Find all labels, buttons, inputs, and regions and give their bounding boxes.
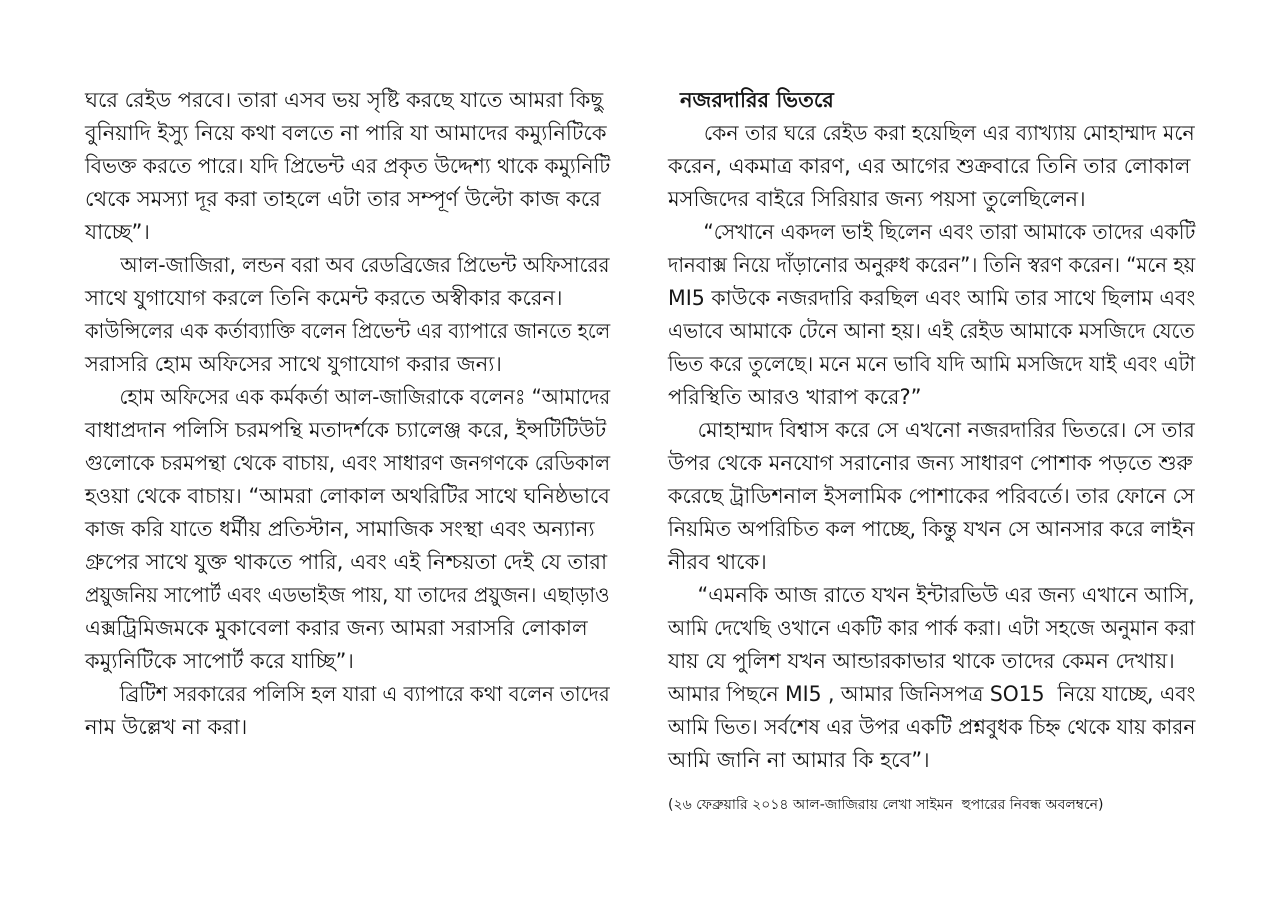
text-line: এক্সট্রিমিজমকে মুকাবেলা করার জন্য আমরা সরাসরি লোকাল xyxy=(85,616,588,640)
text-line: গুলোকে চরমপন্থা থেকে বাচায়, এবং সাধারণ জনগণকে রেডিকাল xyxy=(85,451,611,475)
paragraph xyxy=(85,678,610,744)
text-line: যাচ্ছে”। xyxy=(85,220,150,244)
text-line: উপর থেকে মনযোগ সরানোর জন্য সাধারণ পোশাক পড়তে শুরু xyxy=(668,451,1193,475)
text-line: “সেখানে একদল ভাই ছিলেন এবং তারা আমাকে তাদের একটি xyxy=(703,220,1196,244)
text-line: কাজ করি যাতে ধর্মীয় প্রতিস্টান, সামাজিক সংস্থা এবং অন্যান্য xyxy=(85,517,595,541)
left-column xyxy=(85,84,610,744)
text-line: বুনিয়াদি ইস্যু নিয়ে কথা বলতে না পারি যা আমাদের কম্যুনিটিকে xyxy=(85,121,607,145)
paragraph xyxy=(85,381,610,678)
text-line: নাম উল্লেখ না করা। xyxy=(85,715,248,739)
text-line: কাউন্সিলের এক কর্তাব্যাক্তি বলেন প্রিভেন্ট এর ব্যাপারে জানতে হলে xyxy=(85,319,611,343)
paragraph xyxy=(668,579,1195,777)
section-heading: নজরদারির ভিতরে xyxy=(680,88,834,112)
text-line: ব্রিটিশ সরকারের পলিসি হল যারা এ ব্যাপারে কথা বলেন তাদের xyxy=(119,682,610,706)
text-line: গ্রুপের সাথে যুক্ত থাকতে পারি, এবং এই নিশ্চয়তা দেই যে তারা xyxy=(85,550,608,574)
text-line: ভিত করে তুলেছে। মনে মনে ভাবি যদি আমি মসজিদে যাই এবং এটা xyxy=(668,352,1196,376)
text-line: সরাসরি হোম অফিসের সাথে যুগাযোগ করার জন্য। xyxy=(85,352,502,376)
text-line: বিভক্ত করতে পারে। যদি প্রিভেন্ট এর প্রকৃত উদ্দেশ্য থাকে কম্যুনিটি xyxy=(85,154,611,178)
text-line: হওয়া থেকে বাচায়। “আমরা লোকাল অথরিটির সাথে ঘনিষ্ঠভাবে xyxy=(85,484,610,508)
text-line: “এমনকি আজ রাতে যখন ইন্টারভিউ এর জন্য এখানে আসি, xyxy=(697,583,1195,607)
text-line: ঘরে রেইড পরবে। তারা এসব ভয় সৃষ্টি করছে যাতে আমরা কিছু xyxy=(85,88,604,112)
text-line: দানবাক্স নিয়ে দাঁড়ানোর অনুরুধ করেন”। তিনি স্বরণ করেন। “মনে হয় xyxy=(668,253,1196,277)
text-line: থেকে সমস্যা দূর করা তাহলে এটা তার সম্পূর্ণ উল্টো কাজ করে xyxy=(85,187,601,211)
text-line: সাথে যুগাযোগ করলে তিনি কমেন্ট করতে অস্বীকার করেন। xyxy=(85,286,563,310)
text-line: আমি ভিত। সর্বশেষ এর উপর একটি প্রশ্নবুধক চিহ্ন থেকে যায় কারন xyxy=(668,715,1196,739)
paragraph xyxy=(85,249,610,381)
text-line: করেন, একমাত্র কারণ, এর আগের শুক্রবারে তিনি তার লোকাল xyxy=(668,154,1191,178)
text-line: আল-জাজিরা, লন্ডন বরা অব রেডব্রিজের প্রিভেন্ট অফিসারের xyxy=(120,253,610,277)
text-line: মোহাম্মাদ বিশ্বাস করে সে এখনো নজরদারির ভিতরে। সে তার xyxy=(697,418,1195,442)
text-line: কেন তার ঘরে রেইড করা হয়েছিল এর ব্যাখ্যায় মোহাম্মাদ মনে xyxy=(703,121,1195,145)
text-line: মসজিদের বাইরে সিরিয়ার জন্য পয়সা তুলেছিলেন। xyxy=(668,187,1086,211)
paragraph xyxy=(668,117,1195,216)
text-line: পরিস্থিতি আরও খারাপ করে?” xyxy=(668,385,922,409)
paragraph xyxy=(668,216,1195,414)
text-line: আমার পিছনে MI5 , আমার জিনিসপত্র SO15 নিয়ে যাচ্ছে, এবং xyxy=(668,682,1196,706)
text-line: নিয়মিত অপরিচিত কল পাচ্ছে, কিন্তু যখন সে আনসার করে লাইন xyxy=(668,517,1195,541)
text-line: প্রয়ুজনিয় সাপোর্ট এবং এডভাইজ পায়, যা তাদের প্রয়ুজন। এছাড়াও xyxy=(85,583,610,607)
text-line: এভাবে আমাকে টেনে আনা হয়। এই রেইড আমাকে মসজিদে যেতে xyxy=(668,319,1195,343)
text-line: বাধাপ্রদান পলিসি চরমপন্থি মতাদর্শকে চ্যালেঞ্জ করে, ইন্সটিটিউট xyxy=(85,418,607,442)
source-footnote: (২৬ ফেব্রুয়ারি ২০১৪ আল-জাজিরায় লেখা সাইমন হুপারের নিবন্ধ অবলম্বনে) xyxy=(668,797,1104,813)
paragraph xyxy=(668,414,1195,579)
text-line: আমি জানি না আমার কি হবে”। xyxy=(668,748,930,772)
text-line: MI5 কাউকে নজরদারি করছিল এবং আমি তার সাথে ছিলাম এবং xyxy=(668,286,1196,310)
text-line: করেছে ট্রাডিশনাল ইসলামিক পোশাকের পরিবর্তে। তার ফোনে সে xyxy=(668,484,1195,508)
text-line: হোম অফিসের এক কর্মকর্তা আল-জাজিরাকে বলেনঃ “আমাদের xyxy=(119,385,611,409)
text-line: কম্যুনিটিকে সাপোর্ট করে যাচ্ছি”। xyxy=(85,649,354,673)
text-line: নীরব থাকে। xyxy=(668,550,767,574)
paragraph xyxy=(85,84,610,249)
right-column xyxy=(668,84,1195,777)
text-line: যায় যে পুলিশ যখন আন্ডারকাভার থাকে তাদের কেমন দেখায়। xyxy=(668,649,1175,673)
text-line: আমি দেখেছি ওখানে একটি কার পার্ক করা। এটা সহজে অনুমান করা xyxy=(668,616,1196,640)
